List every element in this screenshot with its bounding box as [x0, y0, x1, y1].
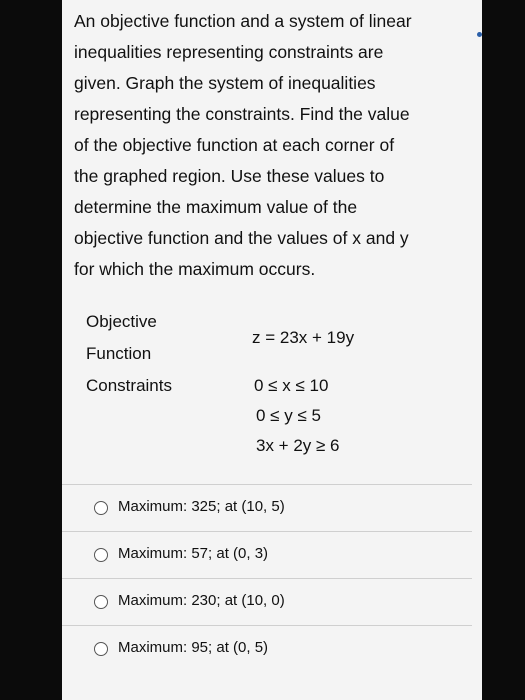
question-card	[62, 0, 482, 700]
problem-table	[86, 312, 466, 462]
constraint-linear: 3x + 2y ≥ 6	[256, 436, 340, 455]
radio-button[interactable]	[94, 642, 108, 656]
constraint-x-range: 0 ≤ x ≤ 10	[254, 376, 329, 395]
question-prompt	[74, 6, 466, 285]
answer-option[interactable]	[62, 625, 472, 672]
answer-options	[62, 484, 472, 672]
answer-option[interactable]	[62, 484, 472, 531]
answer-option[interactable]	[62, 578, 472, 625]
objective-label: Objective	[86, 312, 157, 331]
radio-button[interactable]	[94, 595, 108, 609]
prompt-line: representing the constraints. Find the value	[74, 104, 410, 124]
prompt-line: given. Graph the system of inequalities	[74, 73, 376, 93]
prompt-line: An objective function and a system of linear	[74, 11, 412, 31]
answer-label: Maximum: 325; at (10, 5)	[118, 498, 285, 515]
objective-function-value: z = 23x + 19y	[252, 328, 355, 347]
answer-option[interactable]	[62, 531, 472, 578]
answer-label: Maximum: 95; at (0, 5)	[118, 639, 269, 656]
prompt-line: the graphed region. Use these values to	[74, 166, 385, 186]
prompt-line: of the objective function at each corner of	[74, 135, 395, 155]
blue-dot-icon	[477, 32, 482, 37]
radio-button[interactable]	[94, 501, 108, 515]
constraints-label: Constraints	[86, 376, 172, 395]
radio-button[interactable]	[94, 548, 108, 562]
answer-label: Maximum: 230; at (10, 0)	[118, 592, 285, 609]
prompt-line: for which the maximum occurs.	[74, 259, 316, 279]
constraint-y-range: 0 ≤ y ≤ 5	[256, 406, 321, 425]
answer-label: Maximum: 57; at (0, 3)	[118, 545, 269, 562]
prompt-line: determine the maximum value of the	[74, 197, 358, 217]
function-label: Function	[86, 344, 152, 363]
prompt-line: objective function and the values of x and y	[74, 228, 409, 248]
prompt-line: inequalities representing constraints are	[74, 42, 384, 62]
